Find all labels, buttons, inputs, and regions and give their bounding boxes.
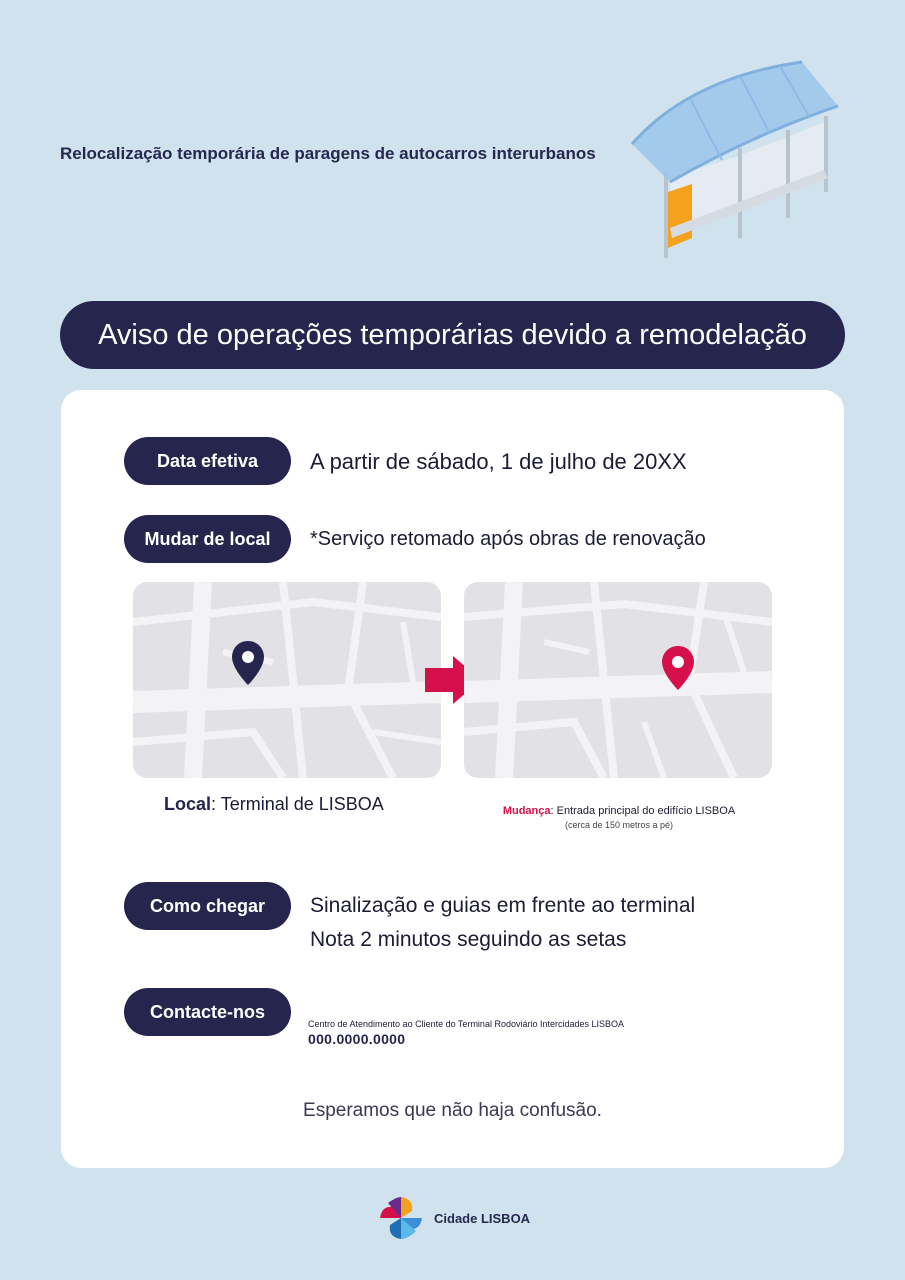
current-location-map [133,582,441,778]
effective-date-value: A partir de sábado, 1 de julho de 20XX [310,449,687,474]
notice-banner: Aviso de operações temporárias devido a remodelação [60,301,845,369]
new-location-label [499,805,739,830]
footer-brand [378,1195,530,1241]
bus-shelter-illustration [630,58,845,268]
effective-date-pill: Data efetiva [124,437,291,485]
page-subtitle: Relocalização temporária de paragens de autocarros interurbanos [60,144,596,163]
map-pin-icon [660,644,696,692]
directions-text [310,889,695,957]
new-location-note: (cerca de 150 metros a pé) [564,820,674,830]
change-location-value: *Serviço retomado após obras de renovação [310,528,706,550]
new-location-value: : Entrada principal do edifício LISBOA [550,805,736,817]
notice-card [61,390,844,1168]
contact-center-name: Centro de Atendimento ao Cliente do Terminal Rodoviário Intercidades LISBOA [308,1019,625,1029]
closing-message: Esperamos que não haja confusão. [303,1100,602,1121]
current-location-prefix: Local [164,794,212,814]
current-location-label [164,794,384,815]
pinwheel-logo-icon [378,1195,424,1241]
directions-pill: Como chegar [124,882,291,930]
directions-line-1: Sinalização e guias em frente ao terminal [310,894,696,917]
current-location-value: : Terminal de LISBOA [211,794,384,814]
directions-line-2: Nota 2 minutos seguindo as setas [310,928,627,951]
footer-brand-name: Cidade LISBOA [434,1210,531,1226]
new-location-map [464,582,772,778]
contact-phone-number[interactable]: 000.0000.0000 [308,1031,406,1047]
contact-pill: Contacte-nos [124,988,291,1036]
new-location-prefix: Mudança [502,805,551,817]
map-pin-icon [230,639,266,687]
change-location-pill: Mudar de local [124,515,291,563]
